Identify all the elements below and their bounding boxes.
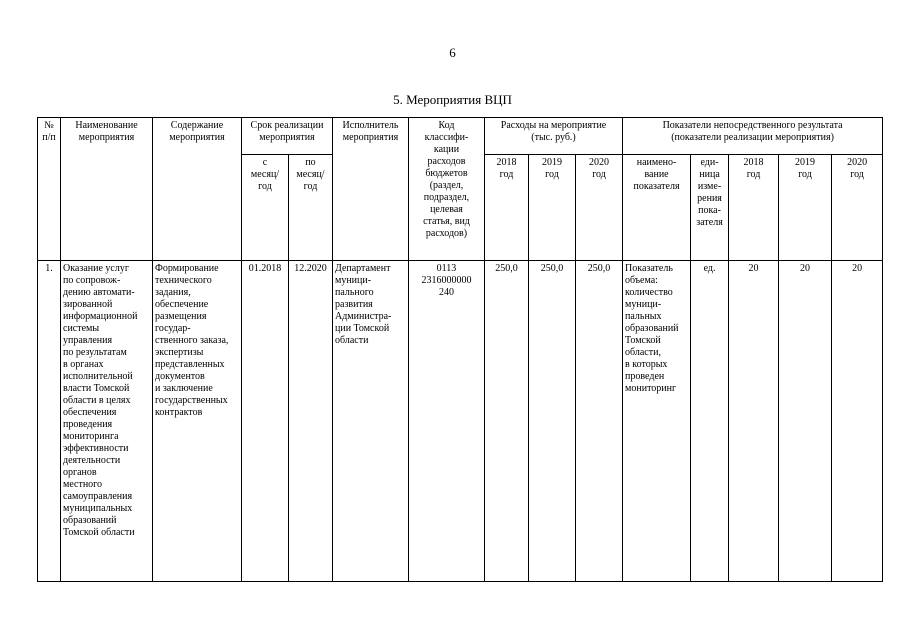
cell-from: 01.2018 xyxy=(242,261,289,582)
section-title: 5. Мероприятия ВЦП xyxy=(393,92,512,107)
col-ind-2018-header: 2018 год xyxy=(729,155,779,261)
col-term-from-header: с месяц/ год xyxy=(242,155,289,261)
col-ind-2019-header: 2019 год xyxy=(779,155,832,261)
col-expenses-header: Расходы на мероприятие (тыс. руб.) xyxy=(485,118,623,155)
col-results-header: Показатели непосредственного результата (показатели реализации мероприятия) xyxy=(623,118,883,155)
col-exp-2018-header: 2018 год xyxy=(485,155,529,261)
cell-ind-2019: 20 xyxy=(779,261,832,582)
cell-ind-2018: 20 xyxy=(729,261,779,582)
cell-ind-2020: 20 xyxy=(832,261,883,582)
table-row xyxy=(38,261,883,582)
cell-code: 0113 2316000000 240 xyxy=(409,261,485,582)
header-row-1 xyxy=(38,118,883,155)
col-executor-header: Исполнитель мероприятия xyxy=(333,118,409,261)
col-term-to-header: по месяц/ год xyxy=(289,155,333,261)
cell-to: 12.2020 xyxy=(289,261,333,582)
cell-no: 1. xyxy=(38,261,61,582)
page-number: 6 xyxy=(449,45,456,60)
cell-content: Формирование технического задания, обеспечение размещения государ- ственного заказа, экспертизы представленных документов и заключение государственных контрактов xyxy=(153,261,242,582)
col-ind-2020-header: 2020 год xyxy=(832,155,883,261)
cell-ind-unit: ед. xyxy=(691,261,729,582)
col-ind-unit-header: еди- ница изме- рения пока- зателя xyxy=(691,155,729,261)
measures-table xyxy=(37,117,883,582)
col-term-header: Срок реализации мероприятия xyxy=(242,118,333,155)
cell-exp-2019: 250,0 xyxy=(529,261,576,582)
col-code-header: Код классифи- кации расходов бюджетов (раздел, подраздел, целевая статья, вид расходов) xyxy=(409,118,485,261)
col-exp-2019-header: 2019 год xyxy=(529,155,576,261)
cell-exp-2020: 250,0 xyxy=(576,261,623,582)
col-content-header: Содержание мероприятия xyxy=(153,118,242,261)
col-no-header: № п/п xyxy=(38,118,61,261)
col-name-header: Наименование мероприятия xyxy=(61,118,153,261)
cell-executor: Департамент муници- пального развития Администра- ции Томской области xyxy=(333,261,409,582)
cell-ind-name: Показатель объема: количество муници- пальных образований Томской области, в которых проведен мониторинг xyxy=(623,261,691,582)
col-ind-name-header: наимено- вание показателя xyxy=(623,155,691,261)
cell-exp-2018: 250,0 xyxy=(485,261,529,582)
col-exp-2020-header: 2020 год xyxy=(576,155,623,261)
cell-name: Оказание услуг по сопровож- дению автомати- зированной информационной системы управления по результатам в органах исполнительной власти Томской области в целях обеспечения проведения мониторинга эффективности деятельности органов местного самоуправления муниципальных образований Томской области xyxy=(61,261,153,582)
